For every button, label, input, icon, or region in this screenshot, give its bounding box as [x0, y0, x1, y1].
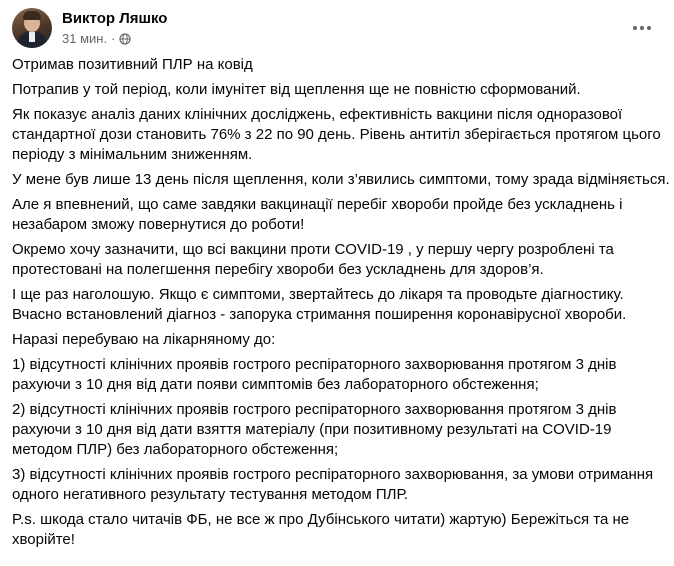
post-text-line: 2) відсутності клінічних проявів гострого респіраторного захворювання протягом 3 днів	[12, 401, 617, 418]
post-paragraph	[12, 285, 662, 325]
post-text-line: Окремо хочу зазначити, що всі вакцини проти COVID-19 , у першу чергу розроблені та	[12, 241, 614, 258]
post-text-line: стандартної дози становить 76% з 22 по 90 день. Рівень антитіл зберігається протягом цього	[12, 126, 661, 143]
post-paragraph	[12, 105, 662, 165]
post-text-line: 3) відсутності клінічних проявів гострого респіраторного захворювання, за умови отримання	[12, 466, 654, 483]
post-text-line: Але я впевнений, що саме завдяки вакцинації перебіг хвороби пройде без ускладнень і	[12, 196, 623, 213]
globe-icon[interactable]	[119, 33, 131, 45]
post-text-line: Як показує аналіз даних клінічних досліджень, ефективність вакцини після одноразової	[12, 106, 623, 123]
post-text-line: У мене був лише 13 день після щеплення, коли з’явились симптоми, тому зрада відміняється.	[12, 171, 670, 188]
post-paragraph	[12, 355, 662, 395]
post-paragraph	[12, 170, 670, 190]
meta-separator: ·	[111, 31, 116, 46]
post-text-line: рахуючи з 10 дня від дати взяття матеріалу (при позитивному результаті на COVID-19	[12, 421, 612, 438]
post-time[interactable]: 31 мин.	[62, 31, 108, 46]
post-paragraph	[12, 240, 662, 280]
post-text-line: Вчасно встановлений діагноз - запорука стримання поширення коронавірусної хвороби.	[12, 306, 627, 323]
post-text-line: одного негативного результату тестування методом ПЛР.	[12, 486, 408, 503]
post-text-line: періоду з мінімальним зниженням.	[12, 146, 253, 163]
post-header	[12, 8, 662, 48]
avatar[interactable]	[12, 8, 52, 48]
post-paragraph	[12, 400, 662, 460]
post-text-line: рахуючи з 10 дня від дати появи симптомів без лабораторного обстеження;	[12, 376, 539, 393]
post-text-line: хворійте!	[12, 531, 75, 548]
post-meta	[62, 31, 131, 47]
post-text-line: 1) відсутності клінічних проявів гострого респіраторного захворювання протягом 3 днів	[12, 356, 617, 373]
post-text-line: протестовані на полегшення перебігу хвороби без ускладнень для здоров’я.	[12, 261, 544, 278]
post-text-line: методом ПЛР) без лабораторного обстеження;	[12, 441, 339, 458]
post-text-line: Отримав позитивний ПЛР на ковід	[12, 56, 253, 73]
post-text-line: P.s. шкода стало читачів ФБ, не все ж про Дубінського читати) жартую) Бережіться та не	[12, 511, 630, 528]
more-options-button[interactable]	[626, 12, 658, 44]
post-text-line: незабаром зможу повернутися до роботи!	[12, 216, 305, 233]
post-paragraph	[12, 465, 662, 505]
author-name[interactable]: Виктор Ляшко	[62, 10, 168, 27]
post-text-line: Потрапив у той період, коли імунітет від щеплення ще не повністю сформований.	[12, 81, 581, 98]
post-paragraph	[12, 510, 662, 550]
post-paragraph	[12, 330, 662, 350]
post-paragraph	[12, 80, 662, 100]
post-paragraph	[12, 195, 662, 235]
post-text-line: Наразі перебуваю на лікарняному до:	[12, 331, 276, 348]
post-paragraph	[12, 55, 662, 75]
post-body	[12, 55, 670, 555]
more-options-icon	[633, 26, 637, 30]
post-text-line: І ще раз наголошую. Якщо є симптоми, звертайтесь до лікаря та проводьте діагностику.	[12, 286, 624, 303]
